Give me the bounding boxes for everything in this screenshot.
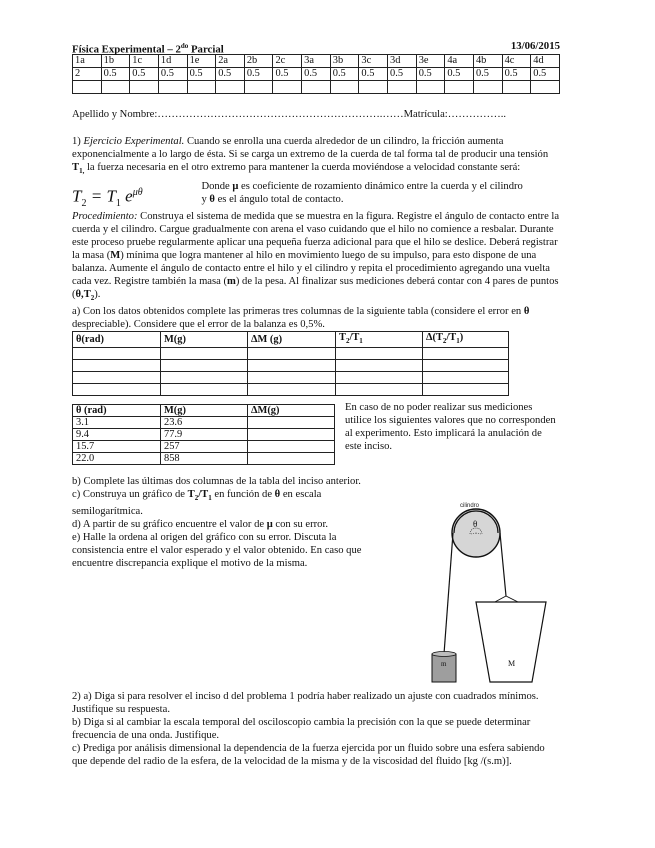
grades-label-row <box>73 55 560 68</box>
results-header-row <box>73 332 509 348</box>
fallback-col-theta: θ (rad) <box>73 405 161 417</box>
small-weight <box>432 654 456 682</box>
results-row <box>73 348 509 360</box>
grade-value-cell: 0.5 <box>158 68 187 81</box>
exam-page <box>72 40 560 570</box>
results-cell[interactable] <box>248 360 336 372</box>
student-name-line: Apellido y Nombre:……………………………………………………….……Matrícula:…………….. <box>72 109 507 120</box>
results-table <box>72 331 509 396</box>
fallback-cell[interactable] <box>248 441 335 453</box>
questions-b-to-e <box>72 475 372 570</box>
results-cell[interactable] <box>248 372 336 384</box>
results-row <box>73 384 509 396</box>
grade-value-cell: 0.5 <box>130 68 159 81</box>
grade-label-cell: 3e <box>416 55 445 68</box>
question-2c: c) Prediga por análisis dimensional la dependencia de la fuerza ejercida por un fluido sobre una esfera sabiendo que depende del radio de la esfera, de la velocidad de la misma y de la viscosidad del fluido [kg /(s.m)]. <box>72 743 545 767</box>
results-row <box>73 372 509 384</box>
grade-label-cell: 3a <box>302 55 331 68</box>
fallback-data-section <box>72 404 560 465</box>
fallback-row <box>73 429 335 441</box>
fallback-note: En caso de no poder realizar sus mediciones utilice los siguientes valores que no corresponden al experimento. Esto implicará la anulación de este inciso. <box>345 402 556 453</box>
exam-title: Física Experimental – $2^{do}$ Parcial <box>72 42 224 56</box>
results-cell[interactable] <box>423 372 509 384</box>
grade-value-cell: 0.5 <box>359 68 388 81</box>
grade-value-cell: 0.5 <box>531 68 560 81</box>
fallback-header-row <box>73 405 335 417</box>
col-theta: θ(rad) <box>73 332 161 348</box>
fallback-cell: 9.4 <box>73 429 161 441</box>
grade-score-cell[interactable] <box>531 81 560 94</box>
results-row <box>73 360 509 372</box>
fallback-cell: 77.9 <box>161 429 248 441</box>
results-cell[interactable] <box>161 384 248 396</box>
grade-label-cell: 4d <box>531 55 560 68</box>
formula-explanation: Donde μ es coeficiente de rozamiento dinámico entre la cuerda y el cilindro y θ es el ángulo total de contacto. <box>201 181 523 206</box>
grade-value-cell: 0.5 <box>187 68 216 81</box>
grade-value-cell: 0.5 <box>473 68 502 81</box>
grade-label-cell: 1a <box>73 55 102 68</box>
fallback-cell: 23.6 <box>161 417 248 429</box>
results-cell[interactable] <box>161 348 248 360</box>
fallback-cell: 257 <box>161 441 248 453</box>
grade-score-cell[interactable] <box>416 81 445 94</box>
grade-value-cell: 0.5 <box>445 68 474 81</box>
grade-label-cell: 3d <box>388 55 417 68</box>
results-cell[interactable] <box>248 384 336 396</box>
grade-score-cell[interactable] <box>359 81 388 94</box>
grade-label-cell: 4a <box>445 55 474 68</box>
grade-score-cell[interactable] <box>244 81 273 94</box>
question-1c: c) Construya un gráfico de $T_2/T_1$ en función de θ en escala semilogarítmica. <box>72 489 322 518</box>
grade-label-cell: 3c <box>359 55 388 68</box>
cup-mass-label: M <box>508 659 516 668</box>
results-cell[interactable] <box>73 360 161 372</box>
fallback-col-mass: M(g) <box>161 405 248 417</box>
question-1b: b) Complete las últimas dos columnas de la tabla del inciso anterior. <box>72 476 361 488</box>
cylinder-label: cilindro <box>460 503 480 509</box>
results-cell[interactable] <box>336 372 423 384</box>
fallback-row <box>73 453 335 465</box>
fallback-cell[interactable] <box>248 429 335 441</box>
fallback-row <box>73 417 335 429</box>
fallback-col-mass-error: ΔM(g) <box>248 405 335 417</box>
results-cell[interactable] <box>73 372 161 384</box>
grades-table <box>72 54 560 94</box>
grades-empty-row <box>73 81 560 94</box>
rope-left <box>444 533 453 654</box>
question-1a: a) Con los datos obtenidos complete las primeras tres columnas de la siguiente tabla (considere el error en θ despreciable). Considere que el error de la balanza es 0,5%. <box>72 306 530 331</box>
procedure-text: Procedimiento: Construya el sistema de medida que se muestra en la figura. Registre el ángulo de contacto entre la cuerda y el cilindro. Cargue gradualmente con arena el vaso cuidando que el hilo no comience a resbalar. Durante este proceso pruebe regularmente aplicar una pequeña fuerza adicional para que el hilo se deslice. Deberá registrar la masa (M) mínima que logra mantener al hilo en movimiento luego de su impulso, para esto dispone de una balanza. Aumente el ángulo de contacto entre el hilo y el cilindro y repita el procedimiento agregando una vuelta cada vez. Registre también la masa (m) de la pesa. Al finalizar sus mediciones deberá contar con 4 pares de puntos $(\theta,T_2)$. <box>72 211 560 303</box>
grade-score-cell[interactable] <box>187 81 216 94</box>
exercise-2 <box>72 690 560 768</box>
results-cell[interactable] <box>336 360 423 372</box>
grade-score-cell[interactable] <box>302 81 331 94</box>
grade-label-cell: 2a <box>216 55 245 68</box>
fallback-row <box>73 441 335 453</box>
grade-label-cell: 2b <box>244 55 273 68</box>
grade-value-cell: 0.5 <box>273 68 302 81</box>
col-mass: M(g) <box>161 332 248 348</box>
question-1d: d) A partir de su gráfico encuentre el valor de μ con su error. <box>72 519 329 531</box>
theta-symbol: θ <box>473 519 478 529</box>
grade-score-cell[interactable] <box>101 81 130 94</box>
sand-cup <box>476 602 546 682</box>
grade-score-cell[interactable] <box>216 81 245 94</box>
grade-value-cell: 2 <box>73 68 102 81</box>
fallback-cell: 858 <box>161 453 248 465</box>
grade-label-cell: 4c <box>502 55 531 68</box>
grade-score-cell[interactable] <box>73 81 102 94</box>
grade-value-cell: 0.5 <box>302 68 331 81</box>
fallback-table <box>72 404 335 465</box>
grade-label-cell: 3b <box>330 55 359 68</box>
friction-formula: $T_2 = T_1$ $e^{\mu\theta}$ <box>72 186 143 210</box>
grade-score-cell[interactable] <box>130 81 159 94</box>
grade-value-cell: 0.5 <box>416 68 445 81</box>
friction-formula-block <box>72 180 560 210</box>
col-mass-error: ΔM (g) <box>248 332 336 348</box>
results-cell[interactable] <box>336 348 423 360</box>
grade-score-cell[interactable] <box>330 81 359 94</box>
question-2a: 2) a) Diga si para resolver el inciso d del problema 1 podría haber realizado un ajuste con cuadrados mínimos. Justifique su respuesta. <box>72 691 539 715</box>
results-cell[interactable] <box>73 384 161 396</box>
grade-value-cell: 0.5 <box>502 68 531 81</box>
grade-value-cell: 0.5 <box>388 68 417 81</box>
question-2b: b) Diga si al cambiar la escala temporal del osciloscopio cambia la precisión con la que se puede determinar frecuencia de una onda. Justifique. <box>72 717 531 741</box>
exam-date: 13/06/2015 <box>510 40 560 52</box>
results-cell[interactable] <box>336 384 423 396</box>
results-cell[interactable] <box>248 348 336 360</box>
results-cell[interactable] <box>73 348 161 360</box>
experiment-setup-figure <box>418 498 563 684</box>
grade-score-cell[interactable] <box>388 81 417 94</box>
grade-value-cell: 0.5 <box>330 68 359 81</box>
results-cell[interactable] <box>423 360 509 372</box>
col-tension-ratio: $T_2/T_1$ <box>336 332 423 348</box>
results-cell[interactable] <box>423 384 509 396</box>
results-cell[interactable] <box>161 360 248 372</box>
grade-label-cell: 4b <box>473 55 502 68</box>
grade-value-cell: 0.5 <box>216 68 245 81</box>
grade-score-cell[interactable] <box>445 81 474 94</box>
fallback-cell: 3.1 <box>73 417 161 429</box>
results-cell[interactable] <box>423 348 509 360</box>
fallback-cell: 22.0 <box>73 453 161 465</box>
grade-score-cell[interactable] <box>273 81 302 94</box>
grade-label-cell: 1b <box>101 55 130 68</box>
exam-header <box>72 40 560 54</box>
grade-score-cell[interactable] <box>502 81 531 94</box>
grade-label-cell: 1e <box>187 55 216 68</box>
grade-score-cell[interactable] <box>158 81 187 94</box>
small-weight-label: m <box>441 660 447 668</box>
grade-score-cell[interactable] <box>473 81 502 94</box>
fallback-cell[interactable] <box>248 453 335 465</box>
grades-value-row <box>73 68 560 81</box>
grade-value-cell: 0.5 <box>101 68 130 81</box>
col-tension-ratio-error: $\Delta(T_2/T_1)$ <box>423 332 509 348</box>
grade-label-cell: 2c <box>273 55 302 68</box>
rope-right <box>500 533 506 596</box>
question-1e: e) Halle la ordena al origen del gráfico con su error. Discuta la consistencia entre el valor esperado y el valor obtenido. En caso que encuentre discrepancia explique el motivo de la misma. <box>72 532 362 570</box>
fallback-cell: 15.7 <box>73 441 161 453</box>
grade-label-cell: 1d <box>158 55 187 68</box>
grade-label-cell: 1c <box>130 55 159 68</box>
exercise-1-intro: 1) Ejercicio Experimental. Cuando se enrolla una cuerda alrededor de un cilindro, la fricción aumenta exponencialmente a lo largo de ésta. Si se carga un extremo de la cuerda de tal forma tal de producir una tensión $T_{1,}$ la fuerza necesaria en el otro extremo para mantener la cuerda moviéndose a velocidad constante será: <box>72 136 549 176</box>
results-cell[interactable] <box>161 372 248 384</box>
grade-value-cell: 0.5 <box>244 68 273 81</box>
fallback-cell[interactable] <box>248 417 335 429</box>
